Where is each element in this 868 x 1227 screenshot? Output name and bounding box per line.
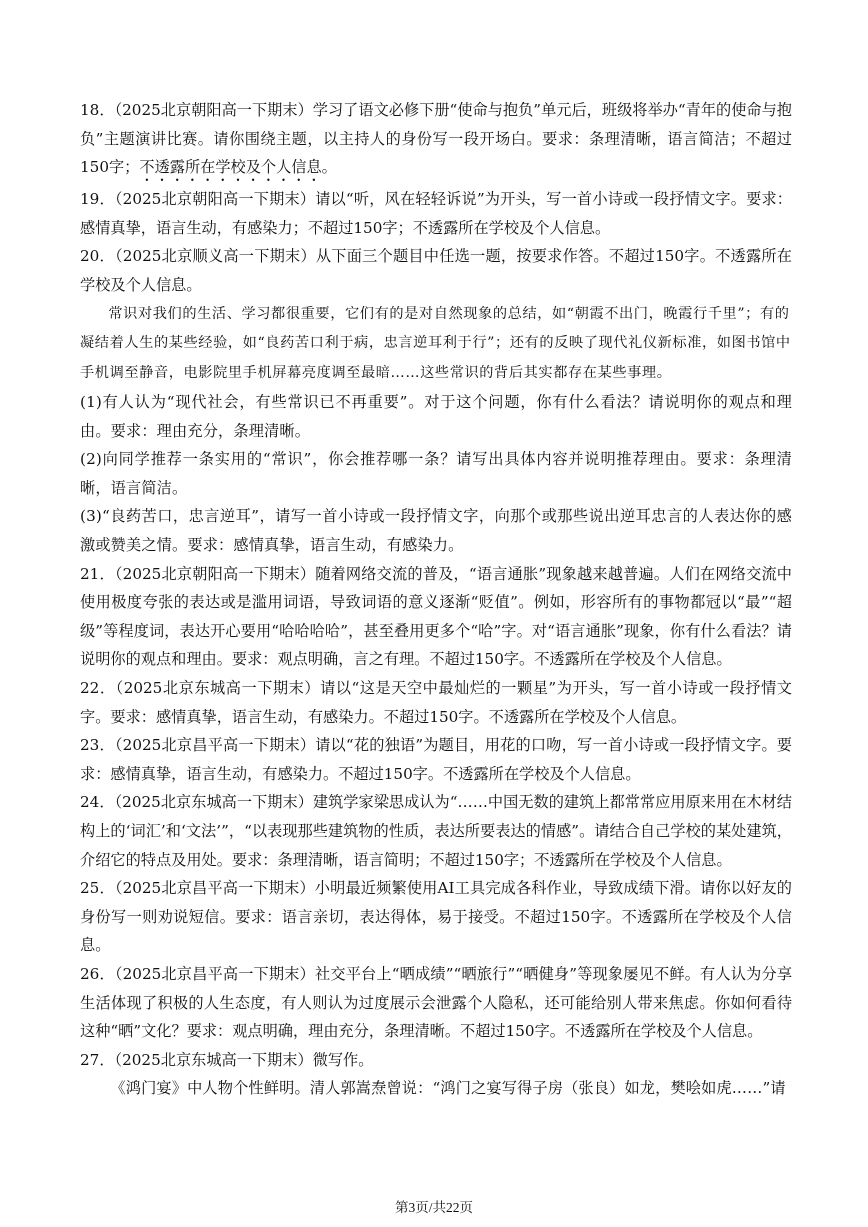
question-24: 24．（2025北京东城高一下期末）建筑学家梁思成认为“……中国无数的建筑上都常常应用原来用在木材结构上的‘词汇’和‘文法’”，“以表现那些建筑物的性质，表达所要表达的情感”。请结合自己学校的某处建筑，介绍它的特点及用处。要求：条理清晰，语言简明；不超过150字；不透露所在学校及个人信息。 (80, 793, 792, 869)
question-27: 27．（2025北京东城高一下期末）微写作。 (80, 1050, 374, 1069)
emphasized-text: 不透露所在学校及个人信息。 (139, 158, 337, 177)
question-18: 18．（2025北京朝阳高一下期末）学习了语文必修下册“使命与抱负”单元后，班级将举办“青年的使命与抱负”主题演讲比赛。请你围绕主题，以主持人的身份写一段开场白。要求：条理清晰，语言简洁；不超过150字；不透露所在学校及个人信息。 (80, 101, 792, 177)
question-20: 20．（2025北京顺义高一下期末）从下面三个题目中任选一题，按要求作答。不超过150字。不透露所在学校及个人信息。 (80, 247, 792, 294)
subquestion-3: (3)“良药苦口，忠言逆耳”，请写一首小诗或一段抒情文字，向那个或那些说出逆耳忠言的人表达你的感激或赞美之情。要求：感情真挚，语言生动，有感染力。 (80, 507, 792, 555)
question-23: 23．（2025北京昌平高一下期末）请以“花的独语”为题目，用花的口吻，写一首小诗或一段抒情文字。要求：感情真挚，语言生动，有感染力。不超过150字。不透露所在学校及个人信息。 (80, 736, 792, 783)
question-21: 21．（2025北京朝阳高一下期末）随着网络交流的普及，“语言通胀”现象越来越普遍。人们在网络交流中使用极度夸张的表达或是滥用词语，导致词语的意义逐渐“贬值”。例如，形容所有的事物都冠以“最”“超级”等程度词，表达开心要用“哈哈哈哈”，甚至叠用更多个“哈”字。对“语言通胀”现象，你有什么看法？请说明你的观点和理由。要求：观点明确，言之有理。不超过150字。不透露所在学校及个人信息。 (80, 564, 792, 669)
page-footer: 第3页/共22页 (394, 1200, 473, 1215)
question-26: 26．（2025北京昌平高一下期末）社交平台上“晒成绩”“晒旅行”“晒健身”等现象屡见不鲜。有人认为分享生活体现了积极的人生态度，有人则认为过度展示会泄露个人隐私，还可能给别人带来焦虑。你如何看待这种“晒”文化？要求：观点明确，理由充分，条理清晰。不超过150字。不透露所在学校及个人信息。 (80, 964, 793, 1041)
final-passage: 《鸿门宴》中人物个性鲜明。清人郭嵩焘曾说：“鸿门之宴写得子房（张良）如龙，樊哙如虎……”请 (110, 1079, 786, 1098)
question-25: 25．（2025北京昌平高一下期末）小明最近频繁使用AI工具完成各科作业，导致成绩下滑。请你以好友的身份写一则劝说短信。要求：语言亲切，表达得体，易于接受。不超过150字。不透露所在学校及个人信息。 (80, 879, 792, 955)
subquestion-2: (2)向同学推荐一条实用的“常识”，你会推荐哪一条？请写出具体内容并说明推荐理由。要求：条理清晰，语言简洁。 (80, 450, 792, 497)
passage-text: 常识对我们的生活、学习都很重要，它们有的是对自然现象的总结，如“朝霞不出门，晚霞行千里”；有的凝结着人生的某些经验，如“良药苦口利于病，忠言逆耳利于行”；还有的反映了现代礼仪新标准，如图书馆中手机调至静音，电影院里手机屏幕亮度调至最暗……这些常识的背后其实都存在某些事理。 (80, 305, 791, 381)
subquestion-1: (1)有人认为“现代社会，有些常识已不再重要”。对于这个问题，你有什么看法？请说明你的观点和理由。要求：理由充分，条理清晰。 (80, 393, 792, 440)
question-22: 22．（2025北京东城高一下期末）请以“这是天空中最灿烂的一颗星”为开头，写一首小诗或一段抒情文字。要求：感情真挚，语言生动，有感染力。不超过150字。不透露所在学校及个人信息。 (80, 679, 792, 726)
question-19: 19．（2025北京朝阳高一下期末）请以“听，风在轻轻诉说”为开头，写一首小诗或一段抒情文字。要求：感情真挚，语言生动，有感染力；不超过150字；不透露所在学校及个人信息。 (80, 190, 792, 237)
document-page (80, 96, 792, 1103)
